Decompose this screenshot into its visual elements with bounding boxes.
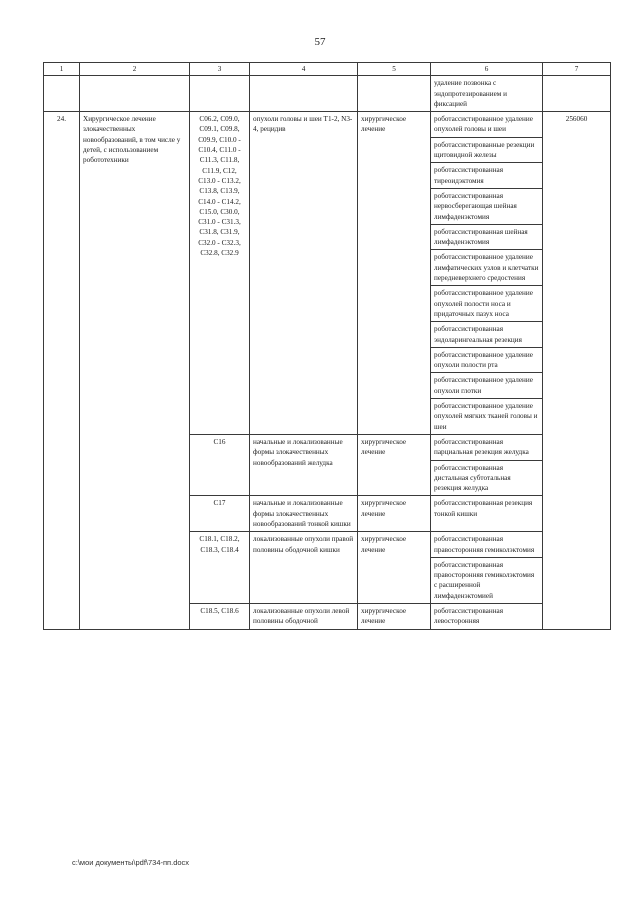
treatment-type-cell: хирургическое лечение (358, 532, 431, 604)
icd-codes-cell: C18.1, C18.2, C18.3, C18.4 (190, 532, 250, 604)
service-name-cell: Хирургическое лечение злокачественных новообразований, в том числе у детей, с использованием робототехники (80, 112, 190, 629)
column-header: 1 (44, 63, 80, 76)
empty-cell (358, 76, 431, 112)
table-row (44, 112, 611, 138)
column-header: 4 (250, 63, 358, 76)
method-cell: роботассистированное удаление опухолей мягких тканей головы и шеи (431, 399, 543, 435)
empty-cell (190, 76, 250, 112)
treatment-type-cell: хирургическое лечение (358, 112, 431, 435)
method-cell: роботассистированное удаление опухоли полости рта (431, 347, 543, 373)
method-cell: роботассистированная парциальная резекция желудка (431, 434, 543, 460)
method-cell: удаление позвонка с эндопротезированием и фиксацией (431, 76, 543, 112)
header-row (44, 63, 611, 76)
method-cell: роботассистированное удаление опухолей головы и шеи (431, 112, 543, 138)
file-path-footer: c:\мои документы\pdf\734-пп.docx (72, 858, 190, 867)
method-cell: роботассистированная тиреоидэктомия (431, 163, 543, 189)
patient-model-cell: локализованные опухоли правой половины ободочной кишки (250, 532, 358, 604)
empty-cell (80, 76, 190, 112)
method-cell: роботассистированное удаление опухолей полости носа и придаточных пазух носа (431, 286, 543, 322)
icd-codes-cell: C16 (190, 434, 250, 495)
continuation-row (44, 76, 611, 112)
method-cell: роботассистированная левосторонняя (431, 604, 543, 630)
column-header: 5 (358, 63, 431, 76)
method-cell: роботассистированные резекции щитовидной железы (431, 137, 543, 163)
method-cell: роботассистированная шейная лимфаденэктомия (431, 224, 543, 250)
row-number-cell: 24. (44, 112, 80, 629)
icd-codes-cell: C06.2, C09.0, C09.1, C09.8, C09.9, C10.0 - C10.4, C11.0 - C11.3, C11.8, C11.9, C12, C13.0 - C13.2, C13.8, C13.9, C14.0 - C14.2, C15.0, C30.0, C31.0 - C31.3, C31.8, C31.9, C32.0 - C32.3, C32.8, C32.9 (190, 112, 250, 435)
empty-cell (44, 76, 80, 112)
empty-cell (543, 76, 611, 112)
price-cell: 256060 (543, 112, 611, 629)
method-cell: роботассистированная дистальная субтотальная резекция желудка (431, 460, 543, 496)
method-cell: роботассистированная эндоларингеальная резекция (431, 322, 543, 348)
method-cell: роботассистированная правосторонняя гемиколэктомия (431, 532, 543, 558)
method-cell: роботассистированная нервосберегающая шейная лимфаденэктомия (431, 188, 543, 224)
column-header: 3 (190, 63, 250, 76)
patient-model-cell: начальные и локализованные формы злокачественных новообразований тонкой кишки (250, 496, 358, 532)
empty-cell (250, 76, 358, 112)
page-number: 57 (314, 36, 326, 48)
patient-model-cell: опухоли головы и шеи T1-2, N3-4, рецидив (250, 112, 358, 435)
treatment-type-cell: хирургическое лечение (358, 496, 431, 532)
services-table (43, 62, 611, 630)
column-header: 7 (543, 63, 611, 76)
patient-model-cell: начальные и локализованные формы злокачественных новообразований желудка (250, 434, 358, 495)
icd-codes-cell: C17 (190, 496, 250, 532)
column-header: 2 (80, 63, 190, 76)
treatment-type-cell: хирургическое лечение (358, 434, 431, 495)
column-header: 6 (431, 63, 543, 76)
patient-model-cell: локализованные опухоли левой половины ободочной (250, 604, 358, 630)
method-cell: роботассистированное удаление лимфатических узлов и клетчатки передневерхнего средостения (431, 250, 543, 286)
method-cell: роботассистированная правосторонняя гемиколэктомия с расширенной лимфаденэктомией (431, 557, 543, 603)
method-cell: роботассистированное удаление опухоли глотки (431, 373, 543, 399)
method-cell: роботассистированная резекция тонкой кишки (431, 496, 543, 532)
treatment-type-cell: хирургическое лечение (358, 604, 431, 630)
icd-codes-cell: C18.5, C18.6 (190, 604, 250, 630)
